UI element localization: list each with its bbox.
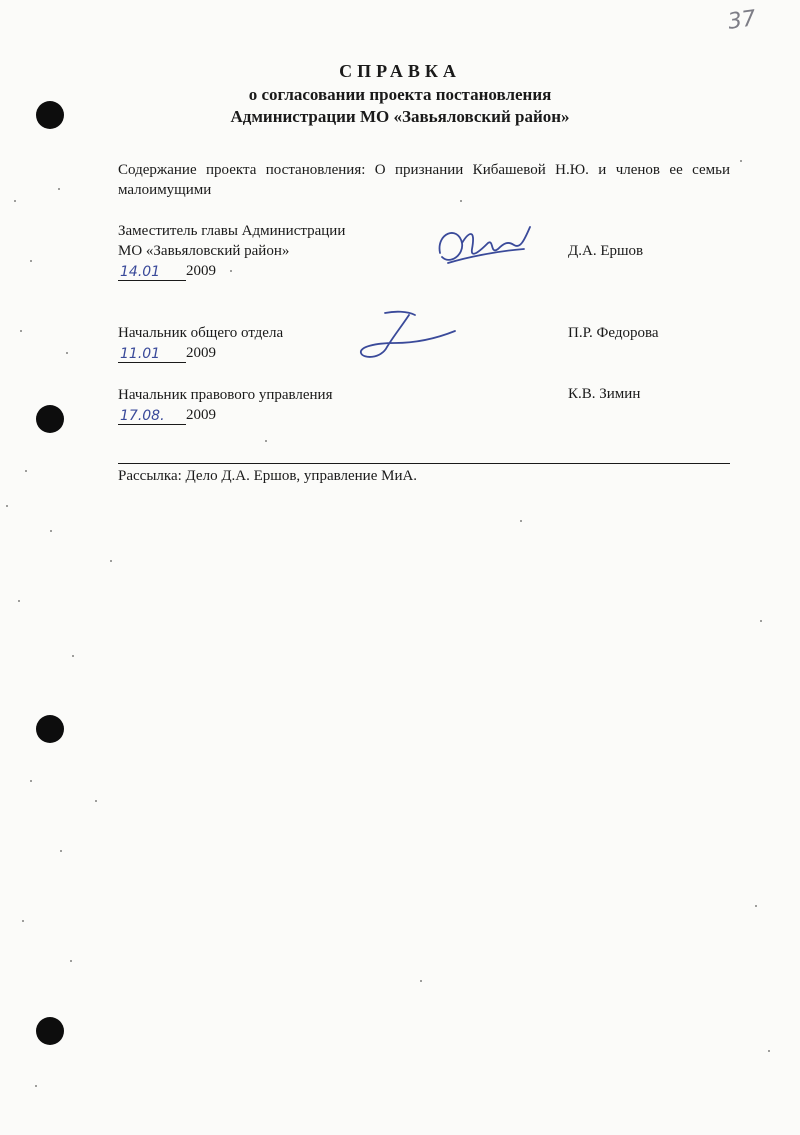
approval-legal-dept bbox=[118, 385, 332, 425]
approval-position: Заместитель главы Администрации bbox=[118, 223, 346, 239]
date-year: 2009 bbox=[186, 407, 216, 423]
punch-hole bbox=[36, 715, 64, 743]
document-title bbox=[0, 60, 800, 128]
mailing-list: Рассылка: Дело Д.А. Ершов, управление МиА. bbox=[118, 468, 418, 484]
content-description: Содержание проекта постановления: О признании Кибашевой Н.Ю. и членов ее семьи малоимущими bbox=[118, 162, 730, 198]
date-year: 2009 bbox=[186, 345, 216, 361]
title-main: СПРАВКА bbox=[339, 61, 461, 81]
title-subtitle-2: Администрации МО «Завьяловский район» bbox=[230, 107, 570, 126]
approver-name: Д.А. Ершов bbox=[568, 243, 644, 259]
approval-deputy-head bbox=[118, 221, 345, 281]
approval-general-dept bbox=[118, 323, 283, 363]
signature-fedorova bbox=[355, 303, 460, 365]
signature-ershov bbox=[428, 213, 538, 273]
approval-date bbox=[118, 261, 345, 281]
approval-date bbox=[118, 343, 283, 363]
punch-hole bbox=[36, 1017, 64, 1045]
approver-name: П.Р. Федорова bbox=[568, 325, 659, 341]
approver-name: К.В. Зимин bbox=[568, 386, 641, 402]
approval-position: Начальник правового управления bbox=[118, 387, 333, 403]
approval-position: Начальник общего отдела bbox=[118, 325, 284, 341]
approval-date bbox=[118, 405, 332, 425]
divider bbox=[118, 463, 730, 464]
handwritten-date: 11.01 bbox=[118, 346, 186, 363]
title-subtitle-1: о согласовании проекта постановления bbox=[248, 85, 552, 104]
page-number: 37 bbox=[726, 6, 758, 35]
date-year: 2009 bbox=[186, 263, 216, 279]
handwritten-date: 17.08. bbox=[118, 408, 186, 425]
punch-hole bbox=[36, 405, 64, 433]
handwritten-date: 14.01 bbox=[118, 264, 186, 281]
approval-position-2: МО «Завьяловский район» bbox=[118, 243, 290, 259]
